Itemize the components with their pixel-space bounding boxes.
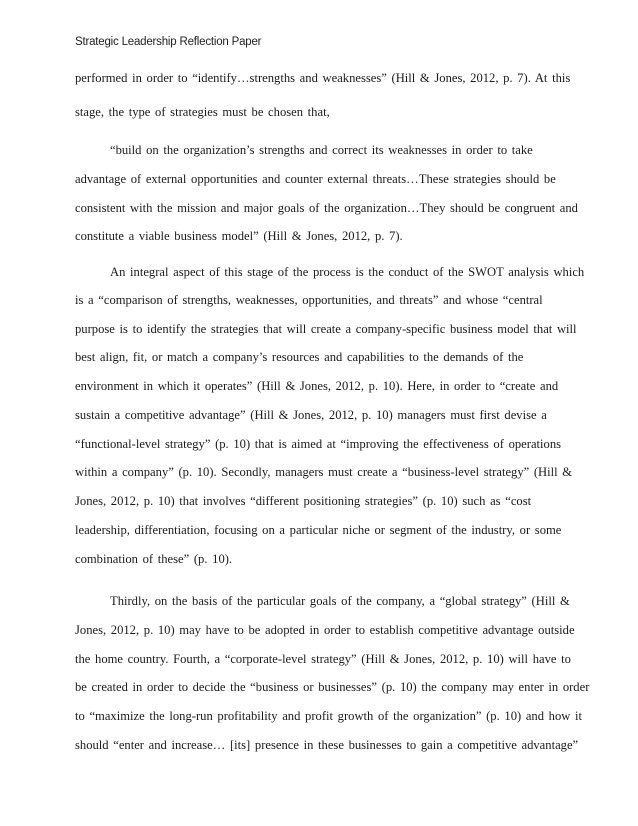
running-head: Strategic Leadership Reflection Paper [75, 36, 262, 48]
body-line: Jones, 2012, p. 10) may have to be adopted in order to establish competitive advantage outside [75, 623, 575, 637]
body-line: combination of these” (p. 10). [75, 552, 233, 566]
body-line: performed in order to “identify…strengths and weaknesses” (Hill & Jones, 2012, p. 7). At this [75, 71, 571, 85]
body-line: constitute a viable business model” (Hill & Jones, 2012, p. 7). [75, 229, 403, 243]
body-line: stage, the type of strategies must be chosen that, [75, 105, 330, 119]
body-line: “functional-level strategy” (p. 10) that is aimed at “improving the effectiveness of operations [75, 437, 562, 451]
body-line: purpose is to identify the strategies that will create a company-specific business model that will [75, 322, 577, 336]
body-line: consistent with the mission and major goals of the organization…They should be congruent and [75, 201, 578, 215]
body-line: the home country. Fourth, a “corporate-level strategy” (Hill & Jones, 2012, p. 10) will have to [75, 652, 571, 666]
paragraph-first-line: Thirdly, on the basis of the particular goals of the company, a “global strategy” (Hill & [110, 594, 570, 608]
body-line: be created in order to decide the “business or businesses” (p. 10) the company may enter in order [75, 680, 590, 694]
paragraph-first-line: An integral aspect of this stage of the process is the conduct of the SWOT analysis which [110, 265, 585, 279]
body-line: environment in which it operates” (Hill & Jones, 2012, p. 10). Here, in order to “create and [75, 379, 559, 393]
body-line: should “enter and increase… [its] presence in these businesses to gain a competitive advantage” [75, 738, 579, 752]
body-line: to “maximize the long-run profitability and profit growth of the organization” (p. 10) and how it [75, 709, 583, 723]
body-line: leadership, differentiation, focusing on a particular niche or segment of the industry, or some [75, 523, 562, 537]
body-line: best align, fit, or match a company’s resources and capabilities to the demands of the [75, 350, 524, 364]
body-line: sustain a competitive advantage” (Hill & Jones, 2012, p. 10) managers must first devise a [75, 408, 547, 422]
body-line: Jones, 2012, p. 10) that involves “different positioning strategies” (p. 10) such as “cost [75, 494, 532, 508]
body-line: within a company” (p. 10). Secondly, managers must create a “business-level strategy” (Hill & [75, 465, 573, 479]
body-line: is a “comparison of strengths, weaknesses, opportunities, and threats” and whose “central [75, 293, 543, 307]
block-quote-line: “build on the organization’s strengths and correct its weaknesses in order to take [110, 143, 533, 157]
body-line: advantage of external opportunities and counter external threats…These strategies should be [75, 172, 556, 186]
